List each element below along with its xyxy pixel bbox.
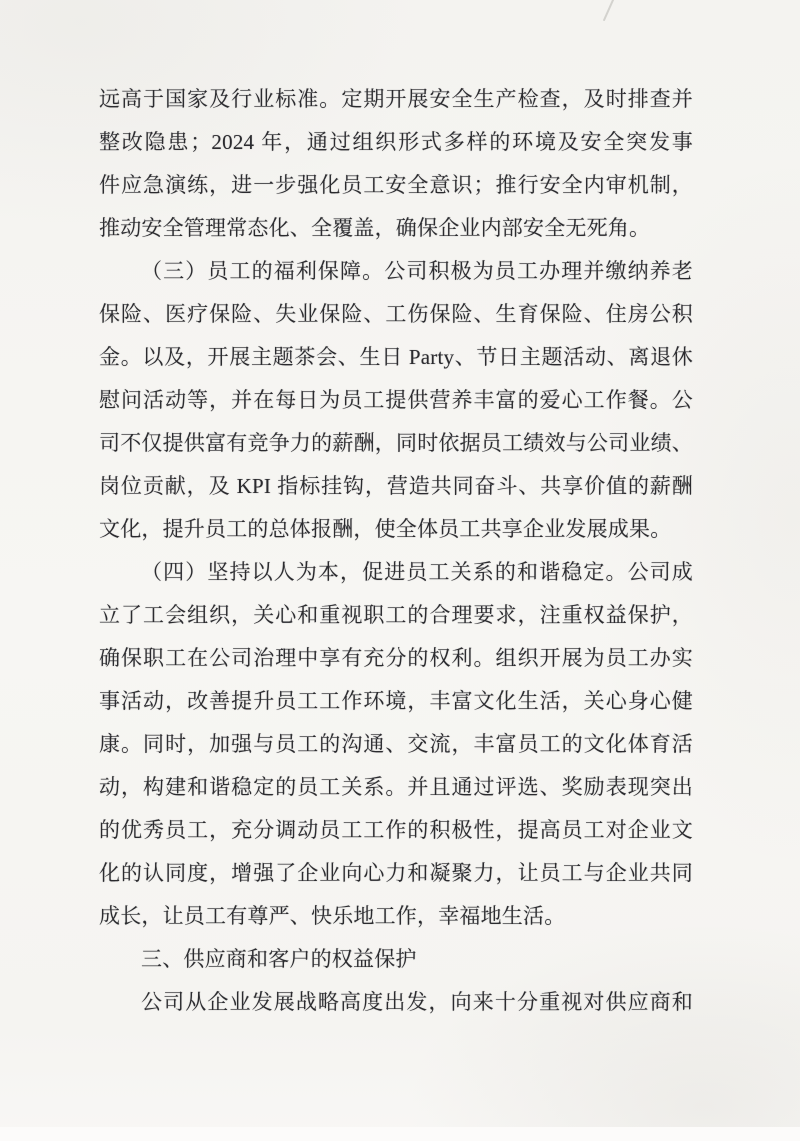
paragraph-start-line: 公司从企业发展战略高度出发，向来十分重视对供应商和	[141, 990, 693, 1014]
document-line: 慰问活动等，并在每日为员工提供营养丰富的爱心工作餐。公	[99, 388, 693, 412]
document-line: 司不仅提供富有竞争力的薪酬，同时依据员工绩效与公司业绩、	[99, 431, 693, 455]
section-heading: 三、供应商和客户的权益保护	[141, 947, 417, 971]
document-line: 康。同时，加强与员工的沟通、交流，丰富员工的文化体育活	[99, 732, 693, 756]
document-line: 保险、医疗保险、失业保险、工伤保险、生育保险、住房公积	[99, 302, 693, 326]
document-line: 件应急演练，进一步强化员工安全意识；推行安全内审机制，	[99, 173, 693, 197]
document-body	[99, 78, 693, 1024]
subsection-start-line: （三）员工的福利保障。公司积极为员工办理并缴纳养老	[141, 259, 693, 283]
document-line: 推动安全管理常态化、全覆盖，确保企业内部安全无死角。	[99, 216, 651, 240]
document-line: 确保职工在公司治理中享有充分的权利。组织开展为员工办实	[99, 646, 693, 670]
document-line: 立了工会组织，关心和重视职工的合理要求，注重权益保护，	[99, 603, 693, 627]
document-line: 的优秀员工，充分调动员工工作的积极性，提高员工对企业文	[99, 818, 693, 842]
document-line: 文化，提升员工的总体报酬，使全体员工共享企业发展成果。	[99, 517, 672, 541]
scanner-edge-strip	[0, 1127, 800, 1141]
document-line: 化的认同度，增强了企业向心力和凝聚力，让员工与企业共同	[99, 861, 693, 885]
document-line: 动，构建和谐稳定的员工关系。并且通过评选、奖励表现突出	[99, 775, 693, 799]
subsection-start-line: （四）坚持以人为本，促进员工关系的和谐稳定。公司成	[141, 560, 693, 584]
document-line: 整改隐患；2024 年，通过组织形式多样的环境及安全突发事	[99, 130, 693, 154]
document-line: 岗位贡献，及 KPI 指标挂钩，营造共同奋斗、共享价值的薪酬	[99, 474, 693, 498]
document-line: 金。以及，开展主题茶会、生日 Party、节日主题活动、离退休	[99, 345, 693, 369]
document-line: 事活动，改善提升员工工作环境，丰富文化生活，关心身心健	[99, 689, 693, 713]
document-line: 成长，让员工有尊严、快乐地工作，幸福地生活。	[99, 904, 566, 928]
document-line: 远高于国家及行业标准。定期开展安全生产检查，及时排查并	[99, 87, 693, 111]
scan-artifact	[603, 0, 615, 21]
